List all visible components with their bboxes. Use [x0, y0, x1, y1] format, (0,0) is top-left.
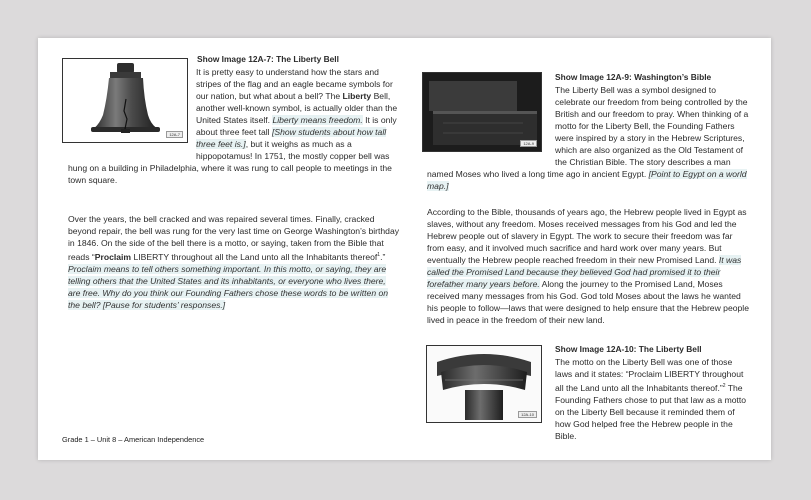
proclaim-bold: Proclaim — [94, 252, 132, 262]
image-float-spacer — [433, 356, 555, 440]
footnote-marker: 2 — [722, 383, 726, 390]
image-float-spacer — [68, 66, 196, 152]
teacher-note: Proclaim means to tell others something important. In this motto, or saying, they are telling others that the United States and its inhabitants, or everyone who lives there, are free. Why do you think our Founding Fathers chose these words to be written on the bell? [Pause for students’ responses.] — [68, 264, 389, 311]
paragraph-5: The motto on the Liberty Bell was one of those laws and it states: “Proclaim LIBERTY throughout all the Land unto all the Inhabitants thereof.”$^2$ The Founding Fathers chose to put that law as a motto on the Liberty Bell because it reminded them of how God helped free the Hebrew people in the Bible. — [433, 356, 751, 442]
image-12a-9-heading: Show Image 12A-9: Washington’s Bible — [555, 72, 712, 82]
figure-badge: 12A-7 — [166, 131, 183, 138]
footnote-marker: 1 — [377, 252, 381, 259]
figure-badge: 12A-10 — [518, 411, 537, 418]
page-footer: Grade 1 – Unit 8 – American Independence — [62, 435, 205, 444]
paragraph-3: The Liberty Bell was a symbol designed to celebrate our freedom from being controlled by the British and our freedom to pray. When thinking of a motto for the Liberty Bell, the Founding Fathers were inspired by a story in the Hebrew Scriptures, which are also organized as the Old Testament of the Christian Bible. The story describes a man named Moses who lived a long time ago in ancient Egypt. [Point to Egypt on a world map.] — [427, 85, 749, 192]
document-page — [38, 38, 771, 460]
figure-badge: 12A-9 — [520, 140, 537, 147]
paragraph-4: According to the Bible, thousands of years ago, the Hebrew people lived in Egypt as slaves, without any freedom. Moses received messages from his God and led the Hebrew people out of slavery in Egypt. The work to secure their freedom was far from easy, and it involved much sacrifice and hard work over many years. But eventually the Hebrew people reached freedom in their new Promised Land. It was called the Promised Land because they believed God had promised it to their forefather many years before. Along the journey to the Promised Land, Moses received many messages from his God. God told Moses about the laws he wanted his people to follow—laws that were designed to help ensure that the Hebrew people lived in peace in the freedom of their new land. — [427, 207, 749, 326]
image-float-spacer — [427, 84, 555, 168]
teacher-note: [Show students about how tall three feet is.] — [196, 127, 387, 150]
liberty-bold: Liberty — [342, 91, 372, 102]
teacher-note: [Point to Egypt on a world map.] — [427, 169, 747, 192]
teacher-note: Liberty means freedom. — [272, 115, 363, 126]
teacher-note: It was called the Promised Land because they believed God had promised it to their forefather many years before. — [427, 255, 742, 290]
paragraph-1: It is pretty easy to understand how the stars and stripes of the flag and an eagle became symbols for our nation, but what about a bell? The Liberty Bell, another well-known symbol, is actually older than the United States itself. Liberty means freedom. It is only about three feet tall [Show students about how tall three feet is.], but it weighs as much as a hippopotamus! In 1751, the mostly copper bell was hung on a building in Philadelphia, where it was rung to call people to meetings in the town square. — [68, 67, 398, 186]
image-12a-10-heading: Show Image 12A-10: The Liberty Bell — [555, 344, 702, 354]
image-12a-7-heading: Show Image 12A-7: The Liberty Bell — [197, 54, 339, 64]
paragraph-2: Over the years, the bell cracked and was repaired several times. Finally, cracked beyond repair, the bell was rung for the very last time on George Washington’s birthday in 1846. On the side of the bell there is a motto, or saying, taken from the Bible that reads “Proclaim LIBERTY throughout all the Land unto all the Inhabitants thereof$^1$.” Proclaim means to tell others something important. In this motto, or saying, they are telling others that the United States and its inhabitants, or everyone who lives there, are free. Why do you think our Founding Fathers chose these words to be written on the bell? [Pause for students’ responses.] — [68, 214, 400, 311]
